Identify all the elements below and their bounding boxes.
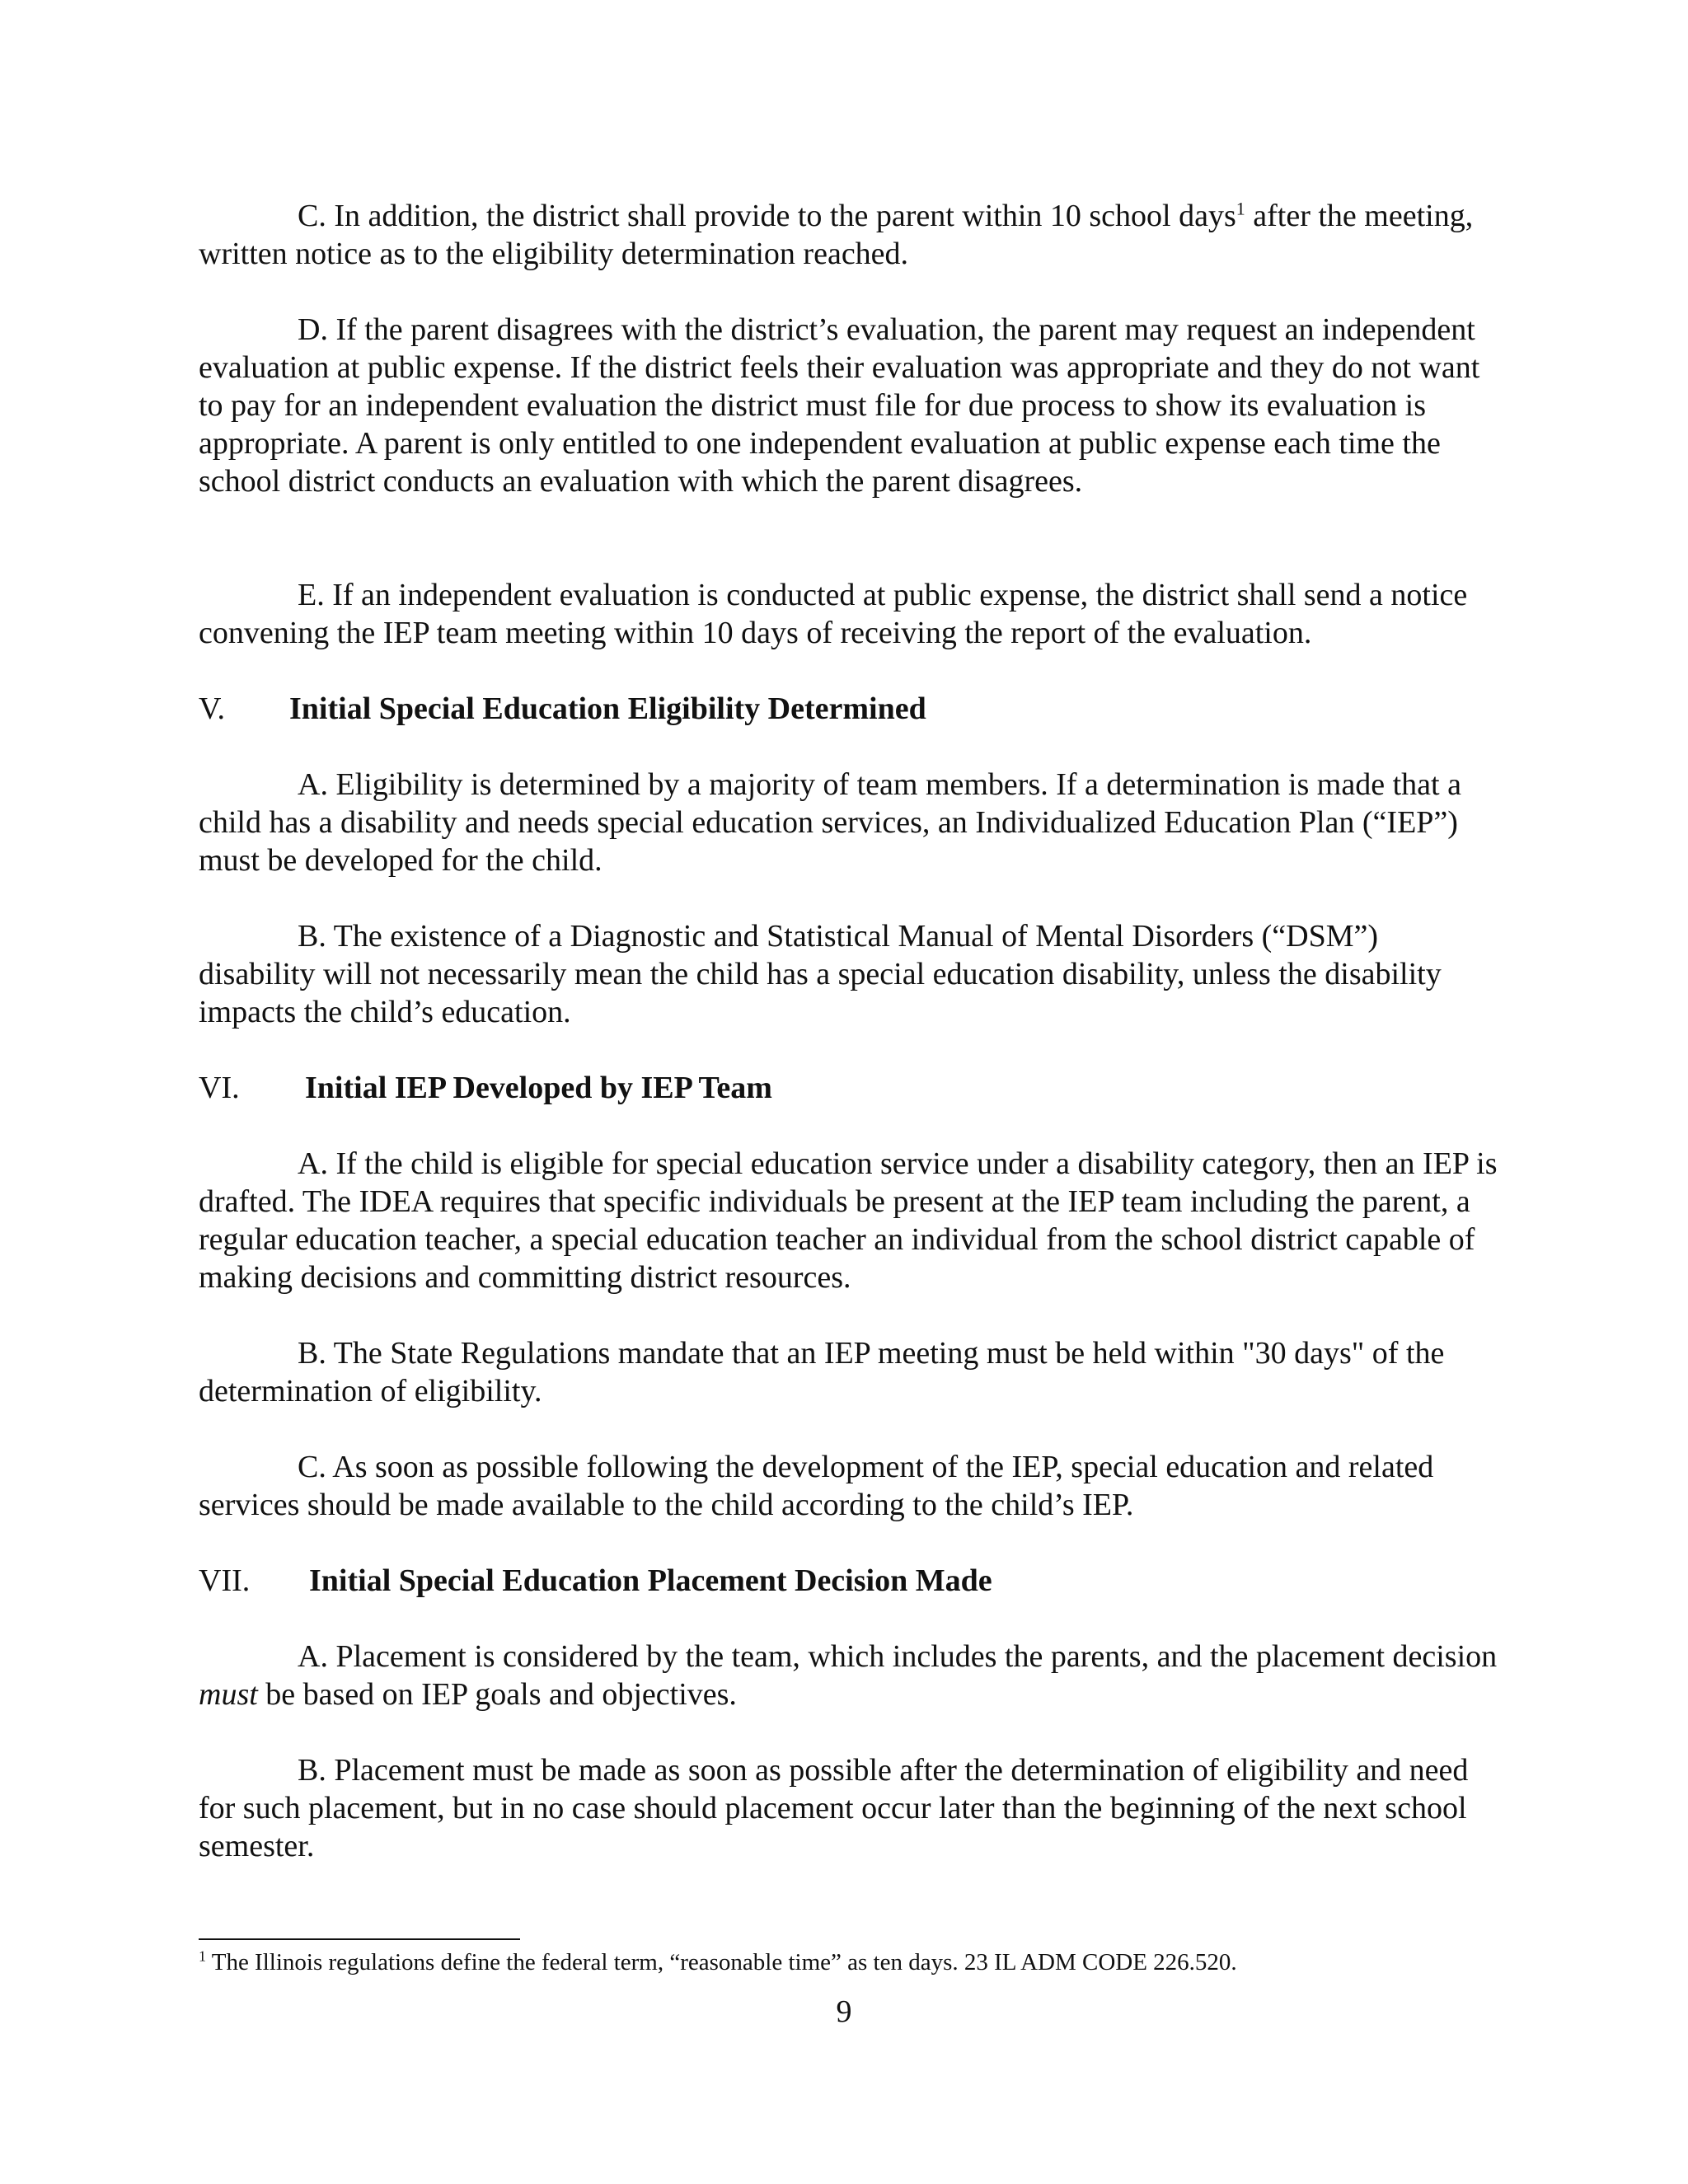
paragraph-c-text: C. In addition, the district shall provide to the parent within 10 school days (298, 199, 1236, 233)
section-vi-number: VI. (199, 1071, 240, 1105)
footnote-marker: 1 (199, 1947, 206, 1965)
footnote (199, 1947, 1517, 1977)
section-vii-paragraph-a-text: A. Placement is considered by the team, which includes the parents, and the placement decision (298, 1639, 1498, 1674)
section-v-heading (199, 690, 926, 728)
section-vii-heading (199, 1562, 992, 1600)
footnote-reference: 1 (1236, 198, 1245, 219)
paragraph-c-text-continued: after the meeting, written notice as to the eligibility determination reached. (199, 199, 1474, 271)
page-number: 9 (836, 1994, 852, 2029)
section-vi-heading (199, 1069, 772, 1107)
section-v-title: Initial Special Education Eligibility Determined (289, 691, 926, 726)
section-vii-title: Initial Special Education Placement Decision Made (309, 1563, 992, 1598)
section-vii-paragraph-a (199, 1638, 1501, 1713)
paragraph-d: D. If the parent disagrees with the district’s evaluation, the parent may request an independent evaluation at public expense. If the district feels their evaluation was appropriate and they do not want to pay for an independent evaluation the district must file for due process to show its evaluation is appropriate. A parent is only entitled to one independent evaluation at public expense each time the school district conducts an evaluation with which the parent disagrees. (199, 312, 1480, 499)
section-vi-paragraph-b: B. The State Regulations mandate that an IEP meeting must be held within "30 days" of the determination of eligibility. (199, 1336, 1445, 1408)
section-vi-paragraph-c: C. As soon as possible following the development of the IEP, special education and related services should be made available to the child according to the child’s IEP. (199, 1450, 1434, 1522)
section-vii-paragraph-b: B. Placement must be made as soon as possible after the determination of eligibility and need for such placement, but in no case should placement occur later than the beginning of the next school semester. (199, 1753, 1469, 1863)
section-vi-paragraph-a: A. If the child is eligible for special education service under a disability category, then an IEP is drafted. The IDEA requires that specific individuals be present at the IEP team including the parent, a regular education teacher, a special education teacher an individual from the school district capable of making decisions and committing district resources. (199, 1146, 1498, 1295)
footnote-separator (199, 1938, 520, 1940)
section-v-paragraph-b: B. The existence of a Diagnostic and Statistical Manual of Mental Disorders (“DSM”) disability will not necessarily mean the child has a special education disability, unless the disability impacts the child’s education. (199, 919, 1442, 1029)
paragraph-e: E. If an independent evaluation is conducted at public expense, the district shall send a notice convening the IEP team meeting within 10 days of receiving the report of the evaluation. (199, 578, 1468, 650)
section-vii-number: VII. (199, 1563, 251, 1598)
emphasis-must: must (199, 1677, 258, 1712)
section-vii-paragraph-a-text-continued: be based on IEP goals and objectives. (257, 1677, 737, 1712)
section-v-paragraph-a: A. Eligibility is determined by a majority of team members. If a determination is made that a child has a disability and needs special education services, an Individualized Education Plan (“IEP”) must be developed for the child. (199, 767, 1461, 878)
section-v-number: V. (199, 691, 226, 726)
section-vi-title: Initial IEP Developed by IEP Team (305, 1071, 772, 1105)
footnote-text: The Illinois regulations define the federal term, “reasonable time” as ten days. 23 IL ADM CODE 226.520. (206, 1949, 1237, 1975)
paragraph-c (199, 197, 1501, 273)
